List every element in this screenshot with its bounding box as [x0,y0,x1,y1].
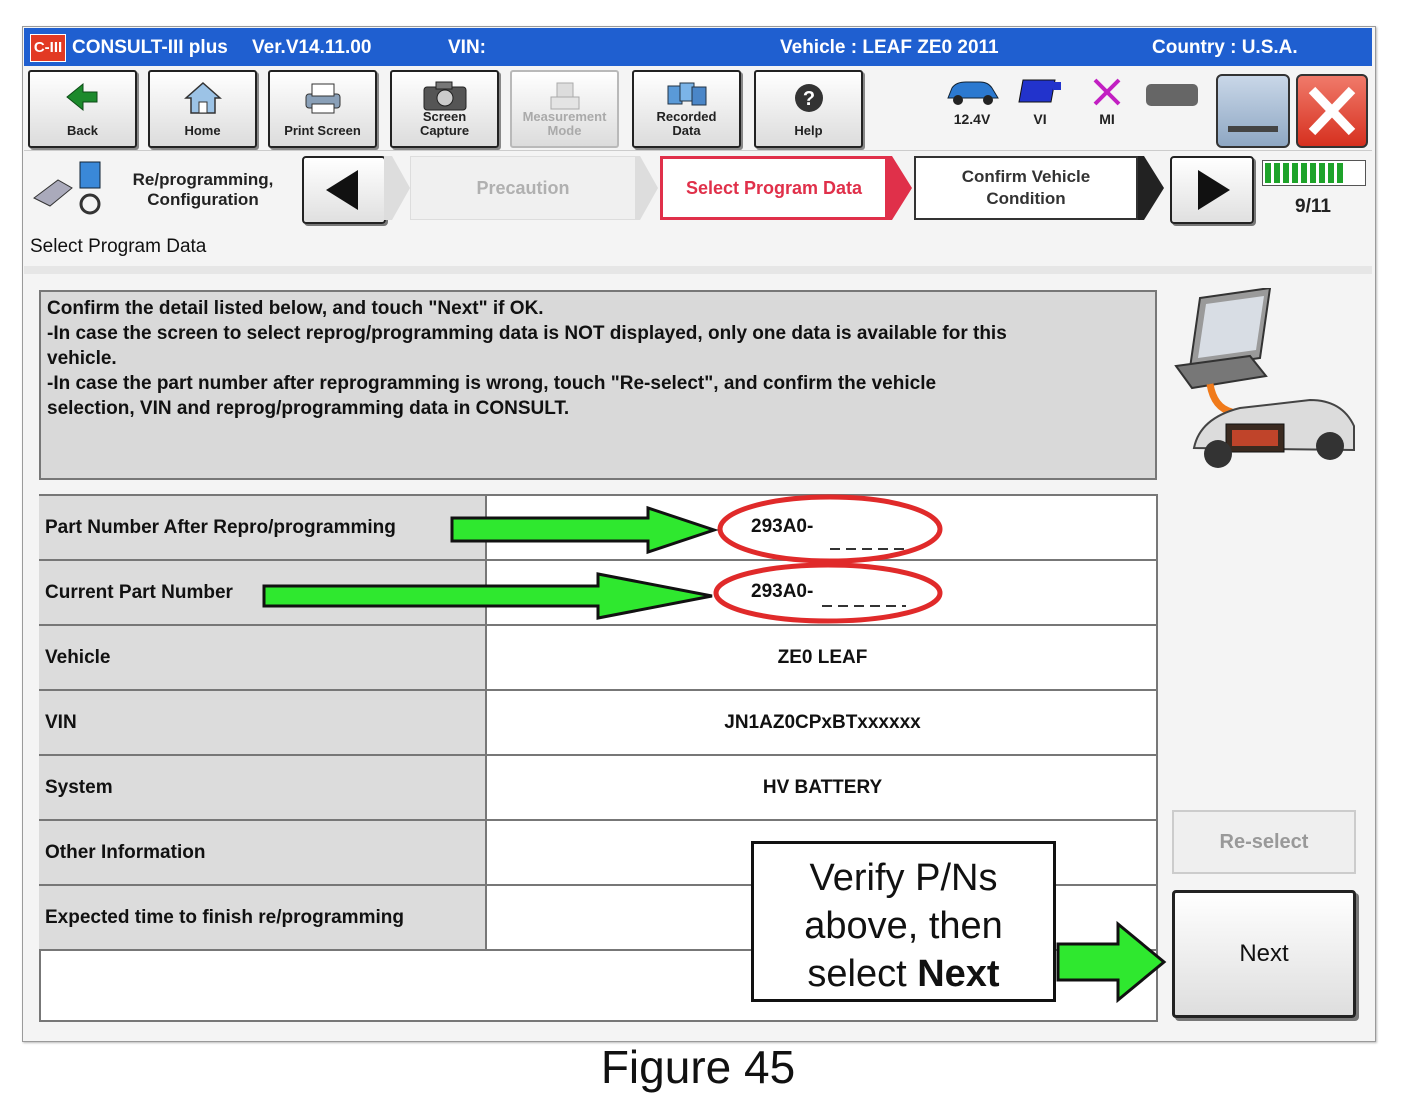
row-value: HV BATTERY [487,756,1158,821]
row-label: Vehicle [39,626,487,691]
verify-callout [751,841,1056,1002]
row-value: JN1AZ0CPxBTxxxxxx [487,691,1158,756]
next-step-line2: Condition [986,189,1066,208]
mode-label-line1: Re/programming, [132,170,274,189]
measurement-mode-label-line1: Measurement [522,109,607,124]
vi-label: VI [1033,111,1047,127]
recorded-data-label-line2: Data [672,123,701,138]
vehicle-label: Vehicle : LEAF ZE0 2011 [780,37,999,58]
page-title: Select Program Data [30,236,207,257]
instruction-line: -In case the screen to select reprog/programming data is NOT displayed, only one data is available for this [47,323,1007,344]
callout-line3-text: select [807,953,918,995]
row-label: VIN [39,691,487,756]
svg-text:?: ? [802,88,815,110]
measurement-mode-label-line2: Mode [547,123,582,138]
row-label: Current Part Number [39,561,487,626]
green-arrow [264,574,712,618]
back-label: Back [66,123,99,138]
consult-logo: C-III [30,34,66,62]
callout-line1: Verify P/Ns [809,857,998,899]
mode-label-line2: Configuration [147,190,259,209]
step-select-program-data: Select Program Data [660,156,888,220]
row-label: Other Information [39,821,487,886]
row-value: ZE0 LEAF [487,626,1158,691]
highlight-oval [716,565,940,621]
current-part-number-value: 293A0- [751,581,814,602]
part-number-after-value: 293A0- [751,516,814,537]
row-label: System [39,756,487,821]
app-name: CONSULT-III plus [72,37,228,58]
help-label: Help [794,123,823,138]
instruction-line: -In case the part number after reprogramming is wrong, touch "Re-select", and confirm the vehicle [47,373,937,394]
highlight-oval [720,497,940,561]
callout-line3 [754,950,1053,998]
screen-capture-label-line2: Capture [419,123,470,138]
green-arrow [452,508,714,552]
callout-line2: above, then [804,905,1003,947]
country-label: Country : U.S.A. [1152,37,1298,58]
voltage-readout: 12.4V [953,111,991,127]
recorded-data-label-line1: Recorded [656,109,717,124]
step-precaution: Precaution [410,156,636,220]
instruction-line: selection, VIN and reprog/programming data in CONSULT. [47,398,570,419]
row-label: Expected time to finish re/programming [39,886,487,951]
callout-next-emphasis: Next [917,953,1000,995]
instruction-line: Confirm the detail listed below, and touch "Next" if OK. [47,298,544,319]
next-step-line1: Confirm Vehicle [961,167,1091,186]
vin-label: VIN: [448,37,486,58]
print-screen-label: Print Screen [284,123,361,138]
figure-caption: Figure 45 [600,1041,796,1093]
app-version: Ver.V14.11.00 [252,37,372,58]
mi-label: MI [1099,111,1115,127]
instruction-line: vehicle. [47,348,117,369]
home-label: Home [184,123,221,138]
green-arrow [1058,924,1164,1000]
next-button[interactable]: Next [1172,890,1356,1018]
reselect-button[interactable]: Re-select [1172,810,1356,874]
row-label: Part Number After Repro/programming [39,496,487,561]
progress-count: 9/11 [1295,196,1331,217]
screen-capture-label-line1: Screen [422,109,467,124]
